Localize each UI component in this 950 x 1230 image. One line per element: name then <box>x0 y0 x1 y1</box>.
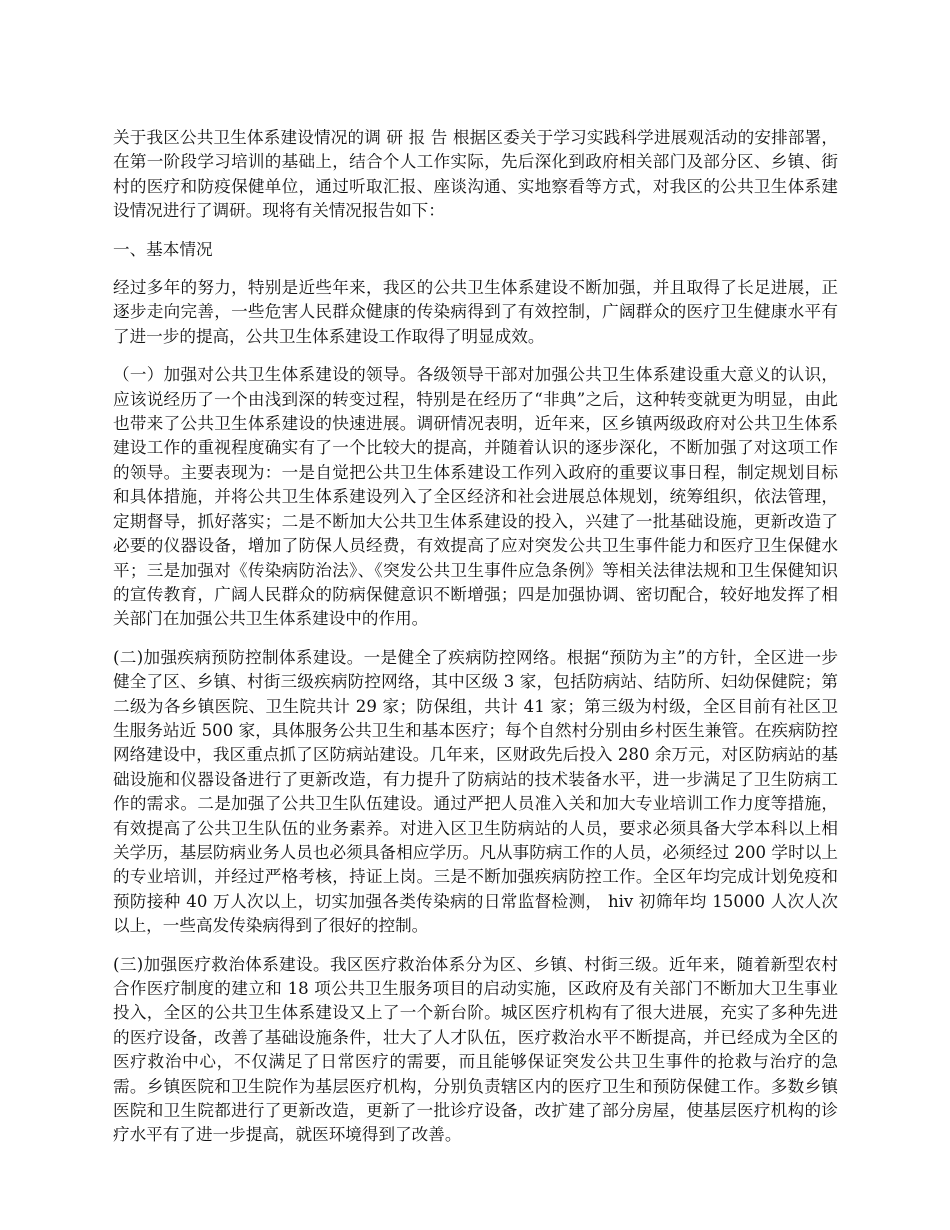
overview-paragraph: 经过多年的努力，特别是近些年来，我区的公共卫生体系建设不断加强，并且取得了长足进展，正逐步走向完善，一些危害人民群众健康的传染病得到了有效控制，广阔群众的医疗卫生健康水平有了进一步的提高，公共卫生体系建设工作取得了明显成效。 <box>113 278 838 346</box>
disease-control-paragraph: (二)加强疾病预防控制体系建设。一是健全了疾病防控网络。根据“预防为主”的方针，全区进一步健全了区、乡镇、村街三级疾病防控网络，其中区级 3 家，包括防病站、结防所、妇幼保健院；第二级为各乡镇医院、卫生院共计 29 家；防保组，共计 41 家；第三级为村级，全区目前有社区卫生服务站近 500 家，具体服务公共卫生和基本医疗；每个自然村分别由乡村医生兼管。在疾病防控网络建设中，我区重点抓了区防病站建设。几年来，区财政先后投入 280 余万元，对区防病站的基础设施和仪器设备进行了更新改造，有力提升了防病站的技术装备水平，进一步满足了卫生防病工作的需求。二是加强了公共卫生队伍建设。通过严把人员准入关和加大专业培训工作力度等措施，有效提高了公共卫生队伍的业务素养。对进入区卫生防病站的人员，要求必须具备大学本科以上相关学历，基层防病业务人员也必须具备相应学历。凡从事防病工作的人员，必须经过 200 学时以上的专业培训，并经过严格考核，持证上岗。三是不断加强疾病防控工作。全区年均完成计划免疫和预防接种 40 万人次以上，切实加强各类传染病的日常监督检测， hiv 初筛年均 15000 人次人次以上，一些高发传染病得到了很好的控制。 <box>113 647 838 936</box>
medical-treatment-paragraph: (三)加强医疗救治体系建设。我区医疗救治体系分为区、乡镇、村街三级。近年来，随着新型农村合作医疗制度的建立和 18 项公共卫生服务项目的启动实施，区政府及有关部门不断加大卫生事业投入，全区的公共卫生体系建设又上了一个新台阶。城区医疗机构有了很大进展，充实了多种先进的医疗设备，改善了基础设施条件，壮大了人才队伍，医疗救治水平不断提高，并已经成为全区的医疗救治中心，不仅满足了日常医疗的需要，而且能够保证突发公共卫生事件的抢救与治疗的急需。乡镇医院和卫生院作为基层医疗机构，分别负责辖区内的医疗卫生和预防保健工作。多数乡镇医院和卫生院都进行了更新改造，更新了一批诊疗设备，改扩建了部分房屋，使基层医疗机构的诊疗水平有了进一步提高，就医环境得到了改善。 <box>113 954 838 1145</box>
intro-paragraph: 关于我区公共卫生体系建设情况的调 研 报 告 根据区委关于学习实践科学进展观活动的安排部署，在第一阶段学习培训的基础上，结合个人工作实际，先后深化到政府相关部门及部分区、乡镇、街村的医疗和防疫保健单位，通过听取汇报、座谈沟通、实地察看等方式，对我区的公共卫生体系建设情况进行了调研。现将有关情况报告如下： <box>113 128 838 221</box>
document-page <box>113 126 838 1162</box>
section-heading-basic-situation: 一、基本情况 <box>113 239 213 259</box>
leadership-paragraph: （一）加强对公共卫生体系建设的领导。各级领导干部对加强公共卫生体系建设重大意义的认识，应该说经历了一个由浅到深的转变过程，特别是在经历了“非典”之后，这种转变就更为明显，由此也带来了公共卫生体系建设的快速进展。调研情况表明，近年来，区乡镇两级政府对公共卫生体系建设工作的重视程度确实有了一个比较大的提高，并随着认识的逐步深化，不断加强了对这项工作的领导。主要表现为：一是自觉把公共卫生体系建设工作列入政府的重要议事日程，制定规划目标和具体措施，并将公共卫生体系建设列入了全区经济和社会进展总体规划，统筹组织，依法管理，定期督导，抓好落实；二是不断加大公共卫生体系建设的投入，兴建了一批基础设施，更新改造了必要的仪器设备，增加了防保人员经费，有效提高了应对突发公共卫生事件能力和医疗卫生保健水平；三是加强对《传染病防治法》、《突发公共卫生事件应急条例》等相关法律法规和卫生保健知识的宣传教育，广阔人民群众的防病保健意识不断增强；四是加强协调、密切配合，较好地发挥了相关部门在加强公共卫生体系建设中的作用。 <box>113 365 838 629</box>
